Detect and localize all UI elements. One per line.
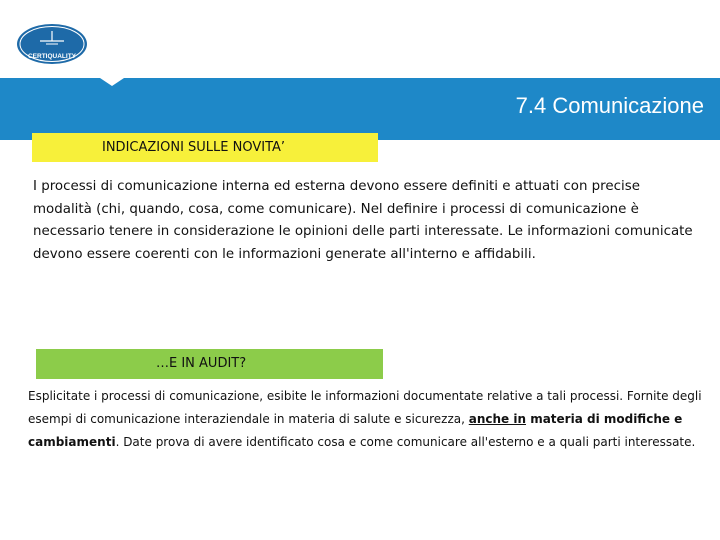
page-title: 7.4 Comunicazione xyxy=(515,93,704,118)
audit-text-part1: Esplicitate i processi di comunicazione, esibite le informazioni documentate relative a tali processi. Fornite degli esempi di comunicazione interaziendale in materia di salute e sicurezza, xyxy=(28,389,702,426)
audit-text-emphasis-underlined: anche in xyxy=(468,412,527,426)
section-text-audit xyxy=(28,385,708,454)
logo-text: CERTIQUALITY xyxy=(27,53,77,60)
banner-notch xyxy=(100,78,124,86)
section-label-news: INDICAZIONI SULLE NOVITA’ xyxy=(32,133,378,162)
section-text-news: I processi di comunicazione interna ed esterna devono essere definiti e attuati con precise modalità (chi, quando, cosa, come comunicare). Nel definire i processi di comunicazione è necessario tenere in considerazione le opinioni delle parti interessate. Le informazioni comunicate devono essere coerenti con le informazioni generate all'interno e affidabili. xyxy=(33,179,693,262)
section-label-audit: …E IN AUDIT? xyxy=(36,349,383,379)
audit-text-part2: . Date prova di avere identificato cosa e come comunicare all'esterno e a quali parti interessate. xyxy=(115,435,696,449)
audit-text-emphasis: materia di modifiche e cambiamenti xyxy=(28,412,683,449)
certiquality-logo xyxy=(16,22,88,66)
